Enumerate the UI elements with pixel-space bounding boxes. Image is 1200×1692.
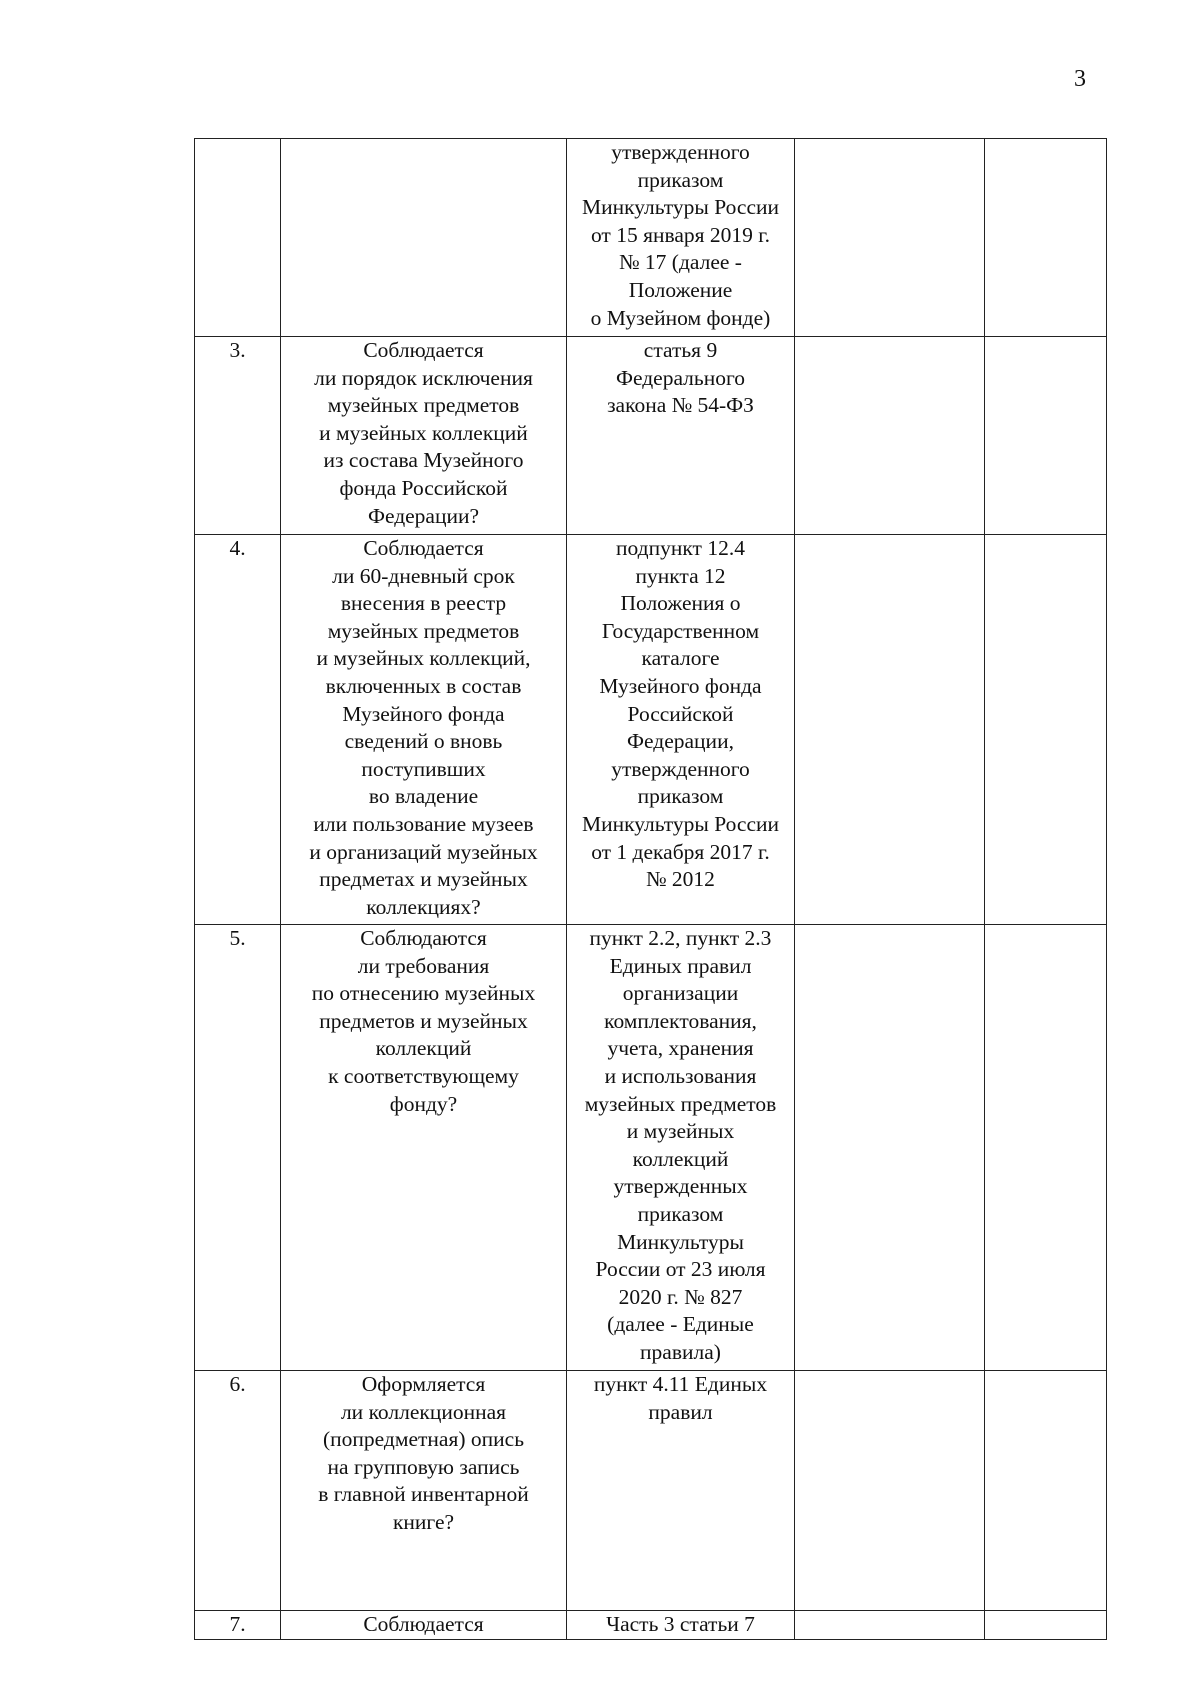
row-answer-cell — [795, 925, 985, 1371]
row-number: 6. — [195, 1371, 281, 1611]
row-number: 4. — [195, 535, 281, 925]
table-row — [195, 925, 1107, 1371]
row-note-cell — [985, 1371, 1107, 1611]
row-legal-basis: пункт 2.2, пункт 2.3 Единых правил организации комплектования, учета, хранения и использования музейных предметов и музейных коллекций утвержденных приказом Минкультуры России от 23 июля 2020 г. № 827 (далее - Единые правила) — [567, 925, 795, 1371]
row-number: 7. — [195, 1611, 281, 1640]
row-legal-basis: подпункт 12.4 пункта 12 Положения о Государственном каталоге Музейного фонда Российской Федерации, утвержденного приказом Минкультуры России от 1 декабря 2017 г. № 2012 — [567, 535, 795, 925]
row-question: Оформляется ли коллекционная (попредметная) опись на групповую запись в главной инвентарной книге? — [281, 1371, 567, 1611]
row-note-cell — [985, 925, 1107, 1371]
page-number: 3 — [1074, 66, 1086, 92]
checklist-table — [194, 138, 1107, 1640]
table-row — [195, 139, 1107, 337]
table-row — [195, 337, 1107, 535]
row-note-cell — [985, 535, 1107, 925]
row-legal-basis: статья 9 Федерального закона № 54-ФЗ — [567, 337, 795, 535]
row-note-cell — [985, 337, 1107, 535]
row-number: 5. — [195, 925, 281, 1371]
row-answer-cell — [795, 139, 985, 337]
row-question: Соблюдается ли порядок исключения музейных предметов и музейных коллекций из состава Музейного фонда Российской Федерации? — [281, 337, 567, 535]
row-answer-cell — [795, 1371, 985, 1611]
row-answer-cell — [795, 337, 985, 535]
row-question: Соблюдается ли 60-дневный срок внесения в реестр музейных предметов и музейных коллекций, включенных в состав Музейного фонда сведений о вновь поступивших во владение или пользование музеев и организаций музейных предметах и музейных коллекциях? — [281, 535, 567, 925]
row-legal-basis: утвержденного приказом Минкультуры России от 15 января 2019 г. № 17 (далее - Положение о Музейном фонде) — [567, 139, 795, 337]
row-note-cell — [985, 139, 1107, 337]
row-number: 3. — [195, 337, 281, 535]
row-question: Соблюдаются ли требования по отнесению музейных предметов и музейных коллекций к соответствующему фонду? — [281, 925, 567, 1371]
row-question: Соблюдается — [281, 1611, 567, 1640]
row-number — [195, 139, 281, 337]
row-legal-basis: пункт 4.11 Единых правил — [567, 1371, 795, 1611]
table-row — [195, 1611, 1107, 1640]
row-legal-basis: Часть 3 статьи 7 — [567, 1611, 795, 1640]
table-row — [195, 535, 1107, 925]
row-answer-cell — [795, 1611, 985, 1640]
table-row — [195, 1371, 1107, 1611]
row-note-cell — [985, 1611, 1107, 1640]
row-answer-cell — [795, 535, 985, 925]
row-question — [281, 139, 567, 337]
